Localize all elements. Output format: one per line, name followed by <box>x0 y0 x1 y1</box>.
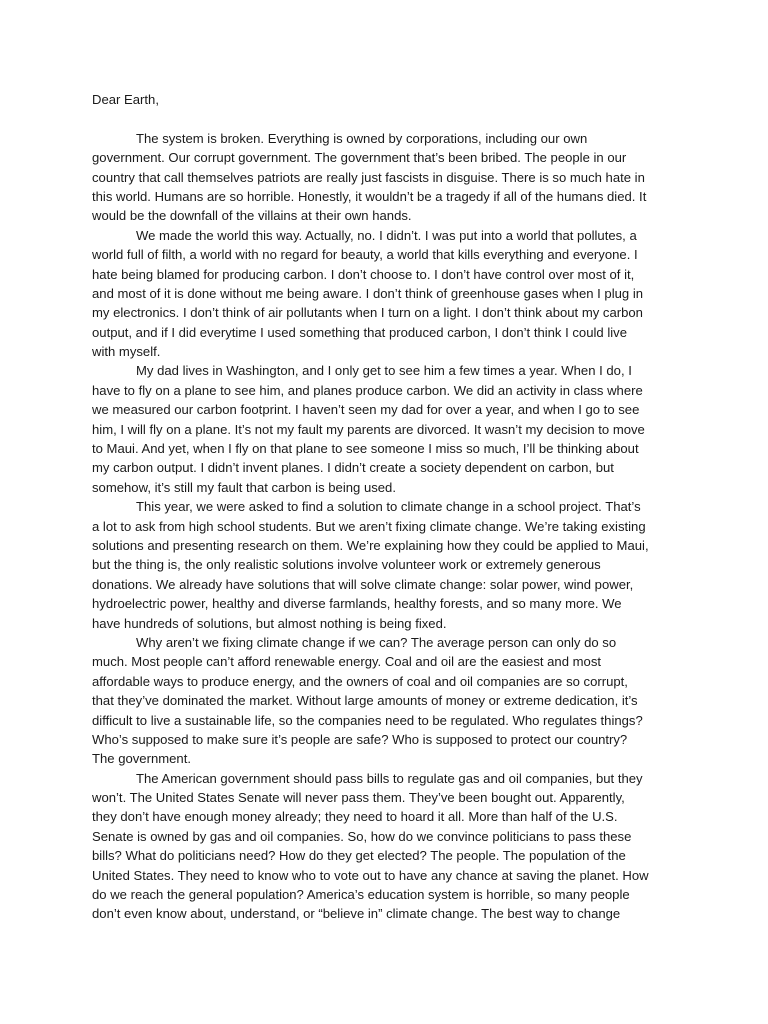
text-line: output, and if I did everytime I used something that produced carbon, I don’t think I could live <box>92 324 627 340</box>
text-line: The government. <box>92 751 191 767</box>
paragraph-3 <box>92 361 684 497</box>
text-line: world full of filth, a world with no regard for beauty, a world that kills everything and everyone. I <box>92 247 638 263</box>
text-line: hate being blamed for producing carbon. I don’t choose to. I don’t have control over most of it, <box>92 266 635 282</box>
text-line: We made the world this way. Actually, no. I didn’t. I was put into a world that pollutes, a <box>136 227 637 243</box>
text-line: him, I will fly on a plane. It’s not my fault my parents are divorced. It wasn’t my decision to move <box>92 421 645 437</box>
paragraph-6 <box>92 769 684 924</box>
text-line: Who’s supposed to make sure it’s people are safe? Who is supposed to protect our country? <box>92 731 628 747</box>
text-line: and most of it is done without me being aware. I don’t think of greenhouse gases when I plug in <box>92 285 644 301</box>
paragraph-2 <box>92 226 684 362</box>
text-line: have hundreds of solutions, but almost nothing is being fixed. <box>92 615 447 631</box>
text-line: somehow, it’s still my fault that carbon is being used. <box>92 479 396 495</box>
text-line: my electronics. I don’t think of air pollutants when I turn on a light. I don’t think about my carbon <box>92 305 643 321</box>
text-line: but the thing is, the only realistic solutions involve volunteer work or extremely generous <box>92 557 601 573</box>
text-line: have to fly on a plane to see him, and planes produce carbon. We did an activity in class where <box>92 382 643 398</box>
text-line: this world. Humans are so horrible. Honestly, it wouldn’t be a tragedy if all of the humans died. It <box>92 188 647 204</box>
text-line: difficult to live a sustainable life, so the companies need to be regulated. Who regulates things? <box>92 712 643 728</box>
text-line: The system is broken. Everything is owned by corporations, including our own <box>136 130 588 146</box>
text-line: government. Our corrupt government. The government that’s been bribed. The people in our <box>92 150 627 166</box>
text-line: United States. They need to know who to vote out to have any chance at saving the planet. How <box>92 867 649 883</box>
salutation: Dear Earth, <box>92 92 159 107</box>
text-line: My dad lives in Washington, and I only get to see him a few times a year. When I do, I <box>136 363 632 379</box>
text-line: to Maui. And yet, when I fly on that plane to see someone I miss so much, I’ll be thinking about <box>92 441 639 457</box>
text-line: would be the downfall of the villains at their own hands. <box>92 208 412 224</box>
paragraph-4 <box>92 497 684 633</box>
text-line: much. Most people can’t afford renewable energy. Coal and oil are the easiest and most <box>92 654 602 670</box>
paragraph-5 <box>92 633 684 769</box>
text-line: This year, we were asked to find a solution to climate change in a school project. That’s <box>136 499 641 515</box>
text-line: donations. We already have solutions that will solve climate change: solar power, wind power, <box>92 576 634 592</box>
text-line: Senate is owned by gas and oil companies. So, how do we convince politicians to pass these <box>92 828 632 844</box>
text-line: solutions and presenting research on them. We’re explaining how they could be applied to Maui, <box>92 537 649 553</box>
text-line: with myself. <box>92 344 161 360</box>
text-line: do we reach the general population? America’s education system is horrible, so many people <box>92 887 630 903</box>
text-line: country that call themselves patriots are really just fascists in disguise. There is so much hate in <box>92 169 645 185</box>
text-line: won’t. The United States Senate will never pass them. They’ve been bought out. Apparently, <box>92 790 625 806</box>
text-line: bills? What do politicians need? How do they get elected? The people. The population of the <box>92 848 626 864</box>
letter-body <box>92 90 684 924</box>
text-line: we measured our carbon footprint. I haven’t seen my dad for over a year, and when I go to see <box>92 402 640 418</box>
text-line: Why aren’t we fixing climate change if we can? The average person can only do so <box>136 634 617 650</box>
text-line: a lot to ask from high school students. But we aren’t fixing climate change. We’re taking existing <box>92 518 646 534</box>
text-line: don’t even know about, understand, or “believe in” climate change. The best way to change <box>92 906 621 922</box>
text-line: The American government should pass bills to regulate gas and oil companies, but they <box>136 770 643 786</box>
text-line: that they’ve dominated the market. Without large amounts of money or extreme dedication, it’s <box>92 693 638 709</box>
text-line: affordable ways to produce energy, and the owners of coal and oil companies are so corrupt, <box>92 673 628 689</box>
text-line: they don’t have enough money already; they need to hoard it all. More than half of the U.S. <box>92 809 618 825</box>
paragraph-1 <box>92 129 684 226</box>
blank-line <box>92 109 684 128</box>
text-line: my carbon output. I didn’t invent planes. I didn’t create a society dependent on carbon, but <box>92 460 614 476</box>
text-line: hydroelectric power, healthy and diverse farmlands, healthy forests, and so many more. We <box>92 596 622 612</box>
